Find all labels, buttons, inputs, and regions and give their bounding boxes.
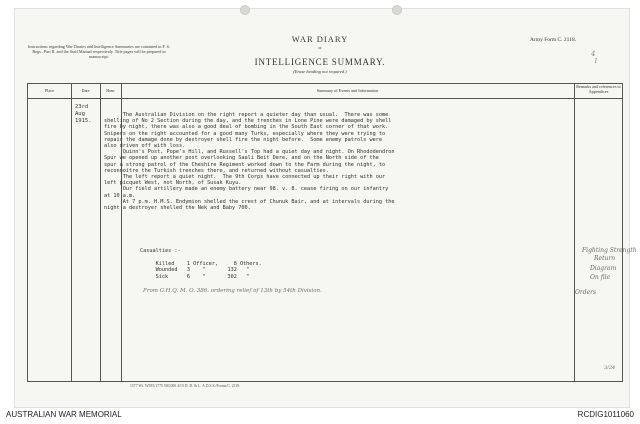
credit-bar <box>0 409 640 424</box>
date-year: 1915. <box>75 118 92 124</box>
erase-note: (Erase heading not required.) <box>293 69 347 74</box>
remarks-note-on-file: Orders <box>575 289 597 296</box>
casualties-list: Casualties :- Killed 1 Officer, 8 Others. Wounded 3 " 132 " Sick 6 " 302 " <box>140 248 262 280</box>
header-date: Date <box>81 88 90 93</box>
header-summary: Summary of Events and Information <box>316 88 379 93</box>
header-place: Place <box>44 88 55 93</box>
punch-hole-left <box>240 5 250 15</box>
credit-catalogue-id: RCDIG1011060 <box>577 410 634 419</box>
page-title: WAR DIARY <box>291 34 349 44</box>
remarks-note-diagram: On file <box>590 274 611 281</box>
diary-entry-text: The Australian Division on the right report a quieter day than usual. There was some shelling of No 2 Section during the day, and the trenches in Lone Pine were damaged by shell fire by night, there was also a good deal of bombing in the South East corner of that work. Snipers on the right accounted for a good many Turks, especially where they were trying to repair the damage done by destroyer shell fire the night before. Some enemy patrols were also driven off with loss. Quinn's Post, Pope's Hill, and Russell's Top had a quiet day and night. On Rhododendron Spur we opened up another post overlooking Saali Beit Dere, and on the North side of the spur a strong patrol of the Cheshire Regiment worked down to the Farm during the night, to reconnoitre the Turkish trenches there, and returned without casualties. The left report a quiet night. The 9th Corps have connected up their right with our left picquet West, not North, of Susak Kuyu. Our field artillery made an enemy battery near 98. v. 8. cease firing on our infantry at 10 a.m. At 7 p.m. H.M.S. Endymion shelled the crest of Chunuk Bair, and at intervals during the night a destroyer shelled the Nek and Baby 700. <box>104 112 395 212</box>
header-remarks: Remarks and references to Appendices <box>576 84 621 94</box>
army-form-label: Army Form C. 2118. <box>530 37 577 43</box>
footer-pen-mark: 3/24 <box>604 365 616 371</box>
header-hour: Hour <box>106 88 115 93</box>
remarks-note-strength: Return <box>594 255 616 262</box>
handwritten-reference: From G.H.Q. M. O. 386. ordering relief of 13th by 54th Division. <box>143 288 322 294</box>
credit-institution: AUSTRALIAN WAR MEMORIAL <box>6 410 122 419</box>
remarks-note-return: Diagram <box>590 265 617 272</box>
page-subtitle: INTELLIGENCE SUMMARY. <box>254 57 386 67</box>
remarks-note-fighting: Fighting Strength <box>582 247 637 254</box>
punch-hole-right <box>392 5 402 15</box>
date-month: Aug <box>75 111 85 117</box>
printer-imprint: 1577 Wt. W595/1775 500,000 4/15 D. D. & L. A.D.S.S./Forms/C. 2118. <box>130 384 241 388</box>
instructions-text: Instructions regarding War Diaries and Intelligence Summaries are contained in F. S. Regs., Part II. and the Staff Manual respectively. Title pages will be prepared in manuscript. <box>28 44 170 60</box>
pen-mark: 1 <box>594 58 598 65</box>
date-day: 23rd <box>75 104 89 110</box>
pen-page-number: 4 <box>591 50 596 58</box>
title-or: or <box>318 45 322 50</box>
